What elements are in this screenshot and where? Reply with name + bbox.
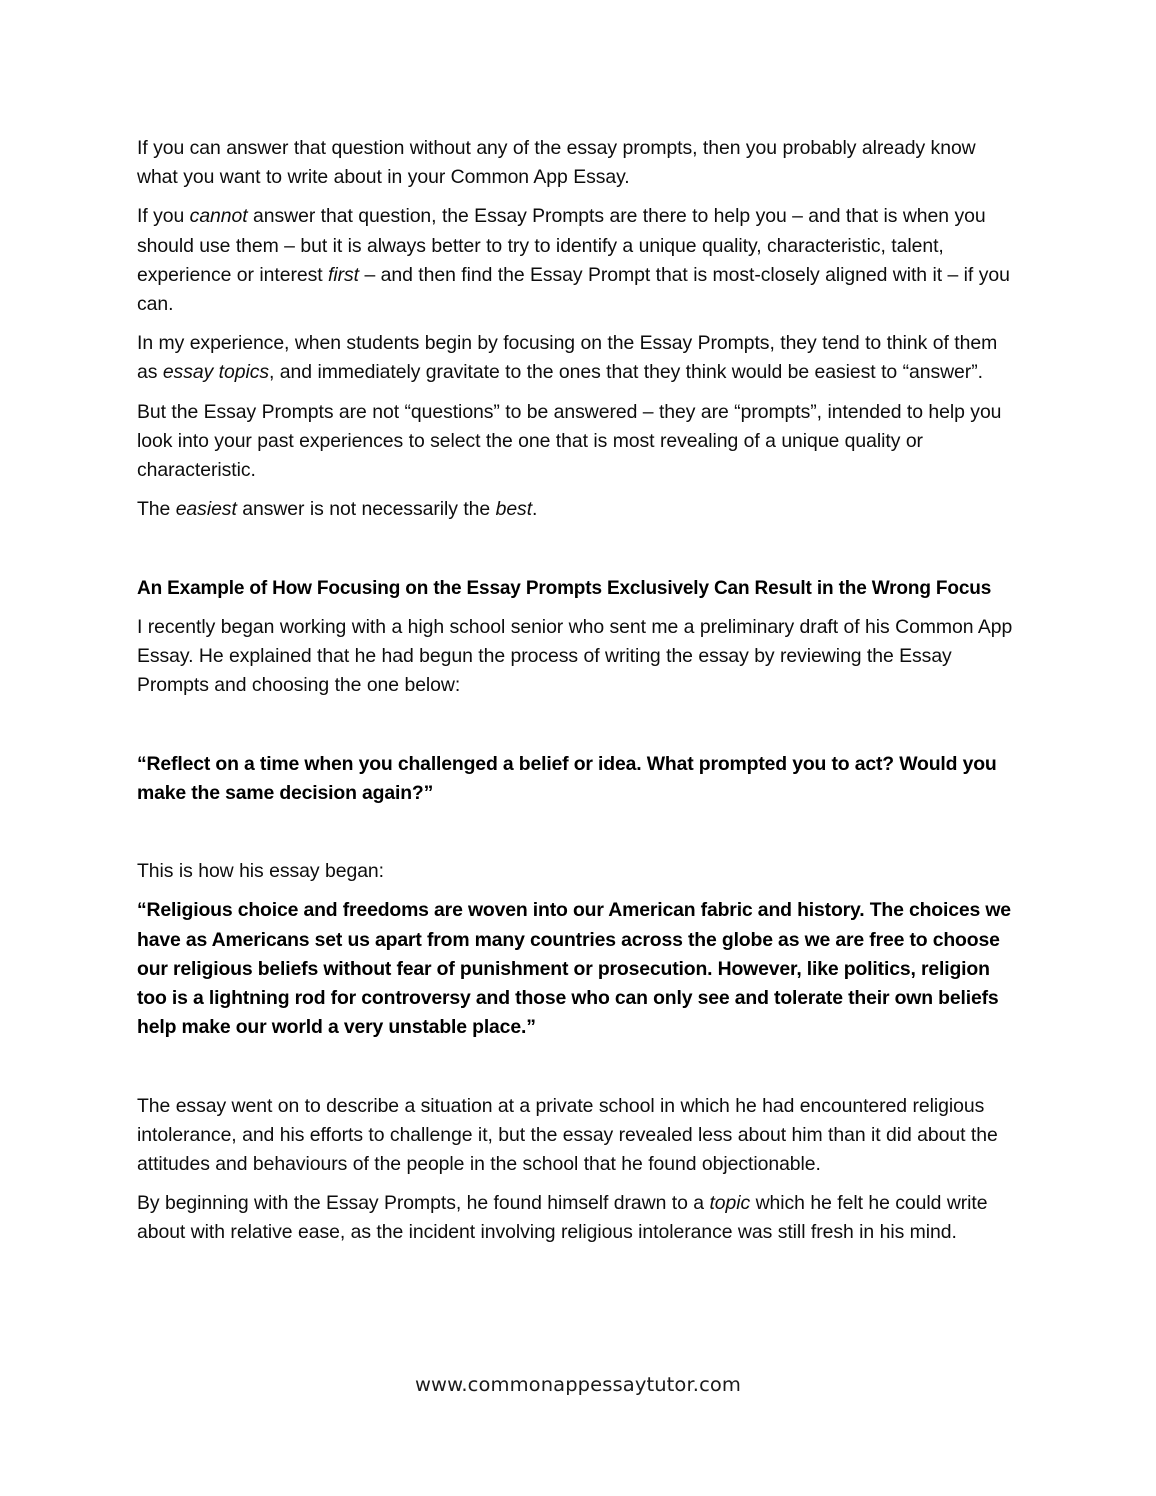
section-heading bbox=[137, 574, 1017, 603]
text-run: If you can answer that question without any of the essay prompts, then you probably already know what you want to write about in your Common App Essay. bbox=[137, 137, 976, 189]
body-paragraph bbox=[137, 398, 1017, 486]
body-paragraph bbox=[137, 857, 1017, 886]
text-run: “Reflect on a time when you challenged a belief or idea. What prompted you to act? Would you make the same decision again?” bbox=[137, 752, 997, 804]
emphasis-text: first bbox=[328, 263, 360, 286]
body-paragraph bbox=[137, 202, 1017, 319]
emphasis-text: essay topics bbox=[162, 361, 270, 384]
body-paragraph bbox=[137, 896, 1017, 1042]
emphasis-text: best bbox=[495, 498, 533, 521]
body-paragraph bbox=[137, 750, 1017, 808]
text-run: – and then find the Essay Prompt that is most-closely aligned with it – if you can. bbox=[137, 263, 1010, 316]
text-run: , and immediately gravitate to the ones that they think would be easiest to “answer”. bbox=[269, 361, 983, 384]
body-paragraph bbox=[137, 1189, 1017, 1247]
emphasis-text: easiest bbox=[175, 498, 237, 521]
body-paragraph bbox=[137, 329, 1017, 387]
text-run: answer is not necessarily the bbox=[236, 498, 496, 521]
text-run: By beginning with the Essay Prompts, he found himself drawn to a bbox=[137, 1192, 710, 1215]
paragraph-spacer bbox=[137, 710, 1017, 739]
paragraph-spacer bbox=[137, 1052, 1017, 1081]
text-run: “Religious choice and freedoms are woven into our American fabric and history. The choices we have as Americans set us apart from many countries across the globe as we are free to choose our religious beliefs without fear of punishment or prosecution. However, like politics, religion too is a lightning rod for controversy and those who can only see and tolerate their own beliefs help make our world a very unstable place.” bbox=[137, 899, 1011, 1039]
body-paragraph bbox=[137, 613, 1017, 701]
body-paragraph bbox=[137, 495, 1017, 524]
text-run: I recently began working with a high school senior who sent me a preliminary draft of his Common App Essay. He explained that he had begun the process of writing the essay by reviewing the Essay Prompts and choosing the one below: bbox=[137, 615, 1013, 697]
text-run: answer that question, the Essay Prompts are there to help you – and that is when you should use them – but it is always better to try to identify a unique quality, characteristic, talent, experience or interest bbox=[137, 205, 986, 286]
emphasis-text: cannot bbox=[189, 205, 248, 228]
text-run: The bbox=[137, 498, 176, 521]
text-run: . bbox=[532, 498, 538, 521]
text-run: If you bbox=[137, 205, 190, 228]
emphasis-text: topic bbox=[709, 1192, 751, 1215]
text-run: which he felt he could write about with relative ease, as the incident involving religious intolerance was still fresh in his mind. bbox=[137, 1192, 988, 1244]
text-run: This is how his essay began: bbox=[137, 860, 384, 883]
paragraph-spacer bbox=[137, 818, 1017, 847]
footer-website-url: www.commonappessaytutor.com bbox=[414, 1373, 742, 1396]
text-run: In my experience, when students begin by focusing on the Essay Prompts, they tend to think of them as bbox=[137, 332, 998, 384]
document-body bbox=[137, 134, 1017, 1258]
paragraph-spacer bbox=[137, 534, 1017, 563]
text-run: An Example of How Focusing on the Essay Prompts Exclusively Can Result in the Wrong Focus bbox=[137, 577, 992, 599]
text-run: But the Essay Prompts are not “questions” to be answered – they are “prompts”, intended to help you look into your past experiences to select the one that is most revealing of a unique quality or characteristic. bbox=[137, 400, 1002, 482]
body-paragraph bbox=[137, 1092, 1017, 1180]
text-run: The essay went on to describe a situation at a private school in which he had encountered religious intolerance, and his efforts to challenge it, but the essay revealed less about him than it did about the attitudes and behaviours of the people in the school that he found objectionable. bbox=[137, 1094, 998, 1176]
body-paragraph bbox=[137, 134, 1017, 192]
